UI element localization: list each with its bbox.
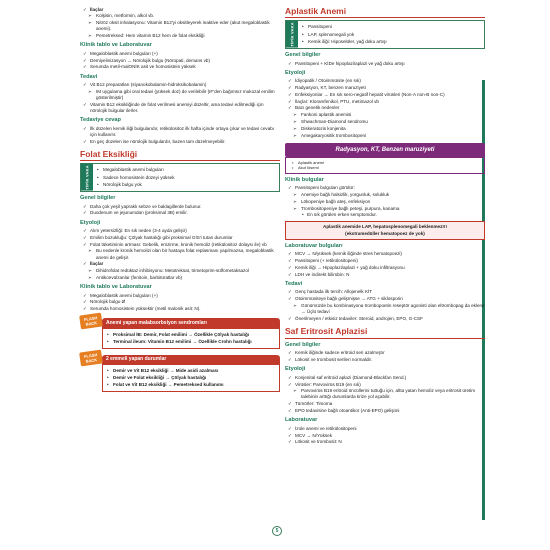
list-item: ➢ Dihidrofolat redüktaz inhibisyonu: Metotreksat, trimetoprim-sülfometaksazol (80, 268, 280, 274)
list-item: • Terminal ileum: Vitamin B12 emilimi → Özellikle Crohn hastalığı (107, 339, 275, 345)
left-column (80, 6, 280, 394)
list-item: ✓ Folat tüketiminin artması: Gebelik, emzirme, kronik hemoliz (retikülositoz dolaysı ile) vb (80, 242, 280, 248)
list-item: • Demir ve Folat eksikliği → Çölyak hastalığı (107, 375, 275, 381)
flashback-title: 2 emmeli yapan durumlar (102, 355, 280, 365)
warning-text: Aplastik anemide LAP, hepatosplenomegali beklenmez!!! (323, 224, 447, 230)
list-item: ➢ Amegakaryositik trombositopeni (285, 133, 485, 139)
typical-case-box (285, 20, 485, 49)
list-item: ✓ MCV → N/yüksek (kemik iliğinde stres hematopoezi) (285, 251, 485, 257)
list-item: ✓ İlaçlar (80, 7, 280, 13)
section-heading: Klinik tablo ve Laboratuvar (80, 284, 152, 291)
list-item: ➢ Shwachman-Diamond sendromu (285, 119, 485, 125)
list-item: • En sık görülen erken semptomdur. (285, 212, 485, 218)
list-item: • Nörolojik bulgu yok (97, 182, 275, 188)
section-heading: Laboratuvar bulguları (285, 242, 343, 249)
list-item: • Megaloblastik anemi bulguları (97, 167, 275, 173)
list-item: ✓ Kemik iliği → Hipoplazi/aplazi + yağ doku infiltrasyonu (285, 265, 485, 271)
list-item: ✓ LDH ve indirekt bilirübin: N (285, 272, 485, 278)
list-item: ➢ Trombositopeniye bağlı peteşi, purpura, kanama (285, 206, 485, 212)
list-item: ✓ Vit B12 preparatları (siyanokobalamin-hidroksikobalamin) (80, 82, 280, 88)
list-item: • Sadece homosistein düzeyi yüksek (97, 175, 275, 181)
list-item: ➢ Kolşisin, metformin, alkol vb. (80, 13, 280, 19)
typical-case-tag: TİPİK VAKA (81, 164, 93, 191)
section-heading: Genel bilgiler (285, 52, 321, 59)
list-item: ✓ Virüsler: Parvovirüs B19 (en sık) (285, 382, 485, 388)
list-item: • Pansitopeni (302, 24, 480, 30)
list-item: • Kemik iliği: Hiposelüler, yağ doku artışı (302, 39, 480, 45)
callout-box (285, 157, 485, 174)
list-item: ✓ Duodenum ve jejunumdan (proksimal 3B) emilir. (80, 210, 280, 216)
list-item: ✓ Serumda homosistein yüksektir (metil malonik asit: N). (80, 306, 280, 312)
flashback-badge: FLASH BACK (79, 349, 103, 366)
section-heading: Tedavi (285, 280, 303, 287)
list-item: ✓ Radyasyon, KT, benzen maruziyeti (285, 85, 485, 91)
list-item: ✓ Konjenital saf eritroid aplazi (Diamond-Blackfan Send.) (285, 375, 485, 381)
section-heading: Genel bilgiler (285, 341, 321, 348)
list-item: ✓ Genç hastada ilk tercih: Allojenelk KİT (285, 289, 485, 295)
list-item: ➢ IM uygulama gibi oral tedavi (yüksek doz) de verilebilir (IF'den bağımsız mukozal emilim gösterilmiştir) (80, 89, 280, 101)
section-heading: Klinik bulgular (285, 176, 324, 183)
list-item: ➢ Fankoni aplastik anemisi (285, 112, 485, 118)
list-item: ✓ Nörolojik bulgu Ø (80, 299, 280, 305)
list-item: ✓ En geç düzelen ise nörolojik bulgulardır, bazen tam düzelmeyebilir. (80, 139, 280, 145)
list-item: ➢ Günümüzde bu kombinasyona trombopoetin reseptör agonisti olan eltrombopag da eklenir → Üçlü tedavi (285, 303, 485, 315)
section-heading: Tedaviye cevap (80, 117, 121, 124)
list-item: ✓ İlaçlar (80, 261, 280, 267)
chapter-title: Folat Eksikliği (80, 149, 280, 161)
list-item: ✓ İlaçlar: Kloramfenikol, PTU, metimazol vb (285, 99, 485, 105)
list-item: • LAP, splenomegali yok (302, 32, 480, 38)
section-heading: Genel bilgiler (80, 195, 116, 202)
warning-subtext: (ekstramedüller hematopoez de yok) (345, 230, 425, 236)
list-item: ✓ İlk düzelen kemik iliği bulgularıdır, retikülositoz ilk hafta içinde ortaya çıkar ve tedavi cevabı için kullanılır. (80, 126, 280, 138)
list-item: • Folat ve Vit B12 eksikliği → Pemetreksed kullanımı (107, 382, 275, 388)
flashback-badge: FLASH BACK (79, 313, 103, 330)
list-item: ✓ Pansitopeni bulguları görülür: (285, 185, 485, 191)
typical-case-tag: TİPİK VAKA (286, 21, 298, 48)
list-item: ✓ Kemik iliğinde sadece eritroid seri azalmıştır (285, 350, 485, 356)
callout-title: Radyasyon, KT, Benzen maruziyeti (285, 143, 485, 157)
list-item: ✓ Bazı genetik nedenler (285, 105, 485, 111)
list-item: ✓ Vitamin B12 eksikliğinde de folat verilmesi anemiyi düzeltir, ama tedavi edilmediği için nörolojik bulgular ilerler. (80, 102, 280, 114)
list-item: ✓ Lökosit ve trombosit serileri normaldir. (285, 357, 485, 363)
section-heading: Laboratuvar (285, 417, 318, 424)
right-column (285, 6, 485, 446)
flashback-box (80, 351, 280, 392)
list-item: ➢ Antikonvülzanlar (fenitoin, barbitüratlar vb) (80, 275, 280, 281)
list-item: ➢ Diskeratozis konjenita (285, 126, 485, 132)
list-item: ✓ Otoimmüniteye bağlı gelişmişse → ATG + siklosporin (285, 296, 485, 302)
list-item: ✓ İdiyopatik / Otoimmünite (en sık) (285, 78, 485, 84)
list-item: ✓ Serumda metil-malONİK asit ve homosistein yüksek (80, 64, 280, 70)
list-item: ➢ Pemetreksed: Hem vitamin B12 hem de folat eksikliği (80, 33, 280, 39)
list-item: • Demir ve Vit B12 eksikliği → Mide asidi azalması (107, 368, 275, 374)
section-heading: Etyoloji (285, 366, 306, 373)
list-item: ✓ Megaloblastik anemi bulguları (+) (80, 51, 280, 57)
chapter-title: Aplastik Anemi (285, 6, 485, 18)
list-item: ✓ Alım yetersizliği: En sık neden (3-4 ayda gelişir) (80, 228, 280, 234)
list-item: • Aplastik anemi (292, 160, 478, 165)
list-item: ➢ Anemiye bağlı halsizlik, yorgunluk, solukluk (285, 192, 485, 198)
list-item: ✓ MCV → N/Yüksek (285, 433, 485, 439)
section-heading: Etyoloji (285, 69, 306, 76)
list-item: ✓ Lökosit ve trombosit: N (285, 439, 485, 445)
list-item: ✓ Önerilmeyen / etkisiz tedaviler: Steroid, androjen, EPO, G-CSF (285, 316, 485, 322)
section-heading: Tedavi (80, 73, 98, 80)
list-item: ✓ İzole anemi ve retikülositopeni (285, 426, 485, 432)
list-item: ✓ EPO tedavisine bağlı otoantikor (Anti-EPO) gelişimi (285, 408, 485, 414)
list-item: • Proksimal İB: Demir, Folat emilimi → Özellikle Çölyak hastalığı (107, 332, 275, 338)
flashback-box (80, 315, 280, 348)
list-item: ➢ Bu nedenle kronik hemolizi olan bir hastaya folat replasmanı yapılmazsa, megaloblastik anemi de gelişir. (80, 248, 280, 260)
list-item: ✓ Pansitopeni (+ retikülositopeni) (285, 258, 485, 264)
list-item: ✓ Pansitopeni + KİDe hipoplazi/aplazi ve yağ doku artışı (285, 61, 485, 67)
list-item: ✓ Tümörler: Timoma (285, 401, 485, 407)
page-number: 5 (272, 526, 282, 536)
list-item: ✓ Daha çok yeşil yapraklı sebze ve baklagillerde bulunur. (80, 204, 280, 210)
list-item: ➢ Parvovirüs B19 eritroid öncüllerini tuttuğu için, altta yatan hemoliz veya eritrosit üretim talebinin arttığı durumlarda krize yol açabilir. (285, 388, 485, 400)
list-item: ✓ Demiyelinizasyon → Nörolojik bulgu (Nöropati, demans vb) (80, 58, 280, 64)
list-item: ✓ Emilim bozukluğu: Çölyak hastalığı gibi proksimal GİS'i tutan durumlar (80, 235, 280, 241)
chapter-title: Saf Eritrosit Aplazisi (285, 326, 485, 338)
list-item: ➢ Nitröz oksit inhalasyonu: Vitamin B12'yi oksitleyerek inaktive eder (akut megaloblastik anemi). (80, 20, 280, 32)
flashback-title: Anemi yapan malabsorbsiyon sendromları (102, 318, 280, 328)
list-item: ✓ Enfeksiyonlar → En sık sero-negatif hepatit virüsleri (Non-A non-B non-C) (285, 92, 485, 98)
list-item: ✓ Megaloblastik anemi bulguları (+) (80, 293, 280, 299)
list-item: • Akut lösemi (292, 165, 478, 170)
section-heading: Etyoloji (80, 219, 101, 226)
typical-case-box (80, 163, 280, 192)
warning-box (285, 221, 485, 239)
list-item: ➢ Lökopeniye bağlı ateş, enfeksiyon (285, 199, 485, 205)
section-heading: Klinik tablo ve Laboratuvar (80, 42, 152, 49)
